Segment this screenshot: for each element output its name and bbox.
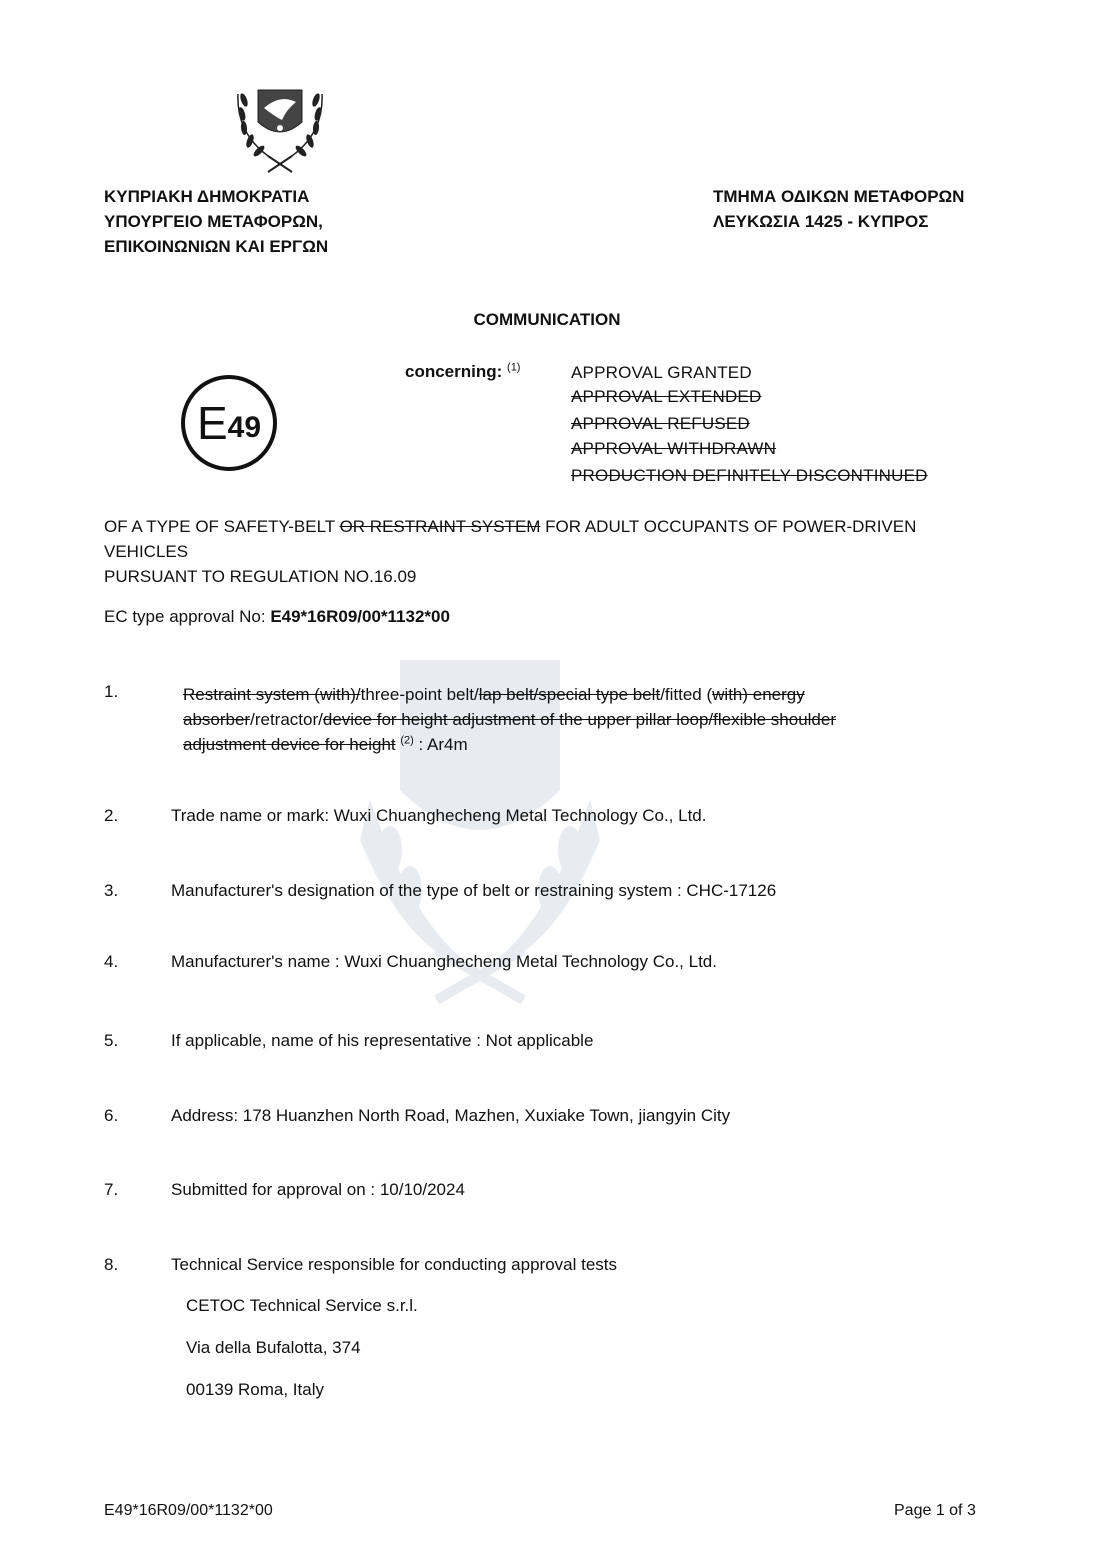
item-1-struck-2: lap belt/special type belt xyxy=(478,685,661,704)
item-5-number: 5. xyxy=(104,1031,119,1050)
e-mark-number: 49 xyxy=(227,411,262,444)
concerning-options xyxy=(571,360,928,489)
option-approval-extended: APPROVAL EXTENDED xyxy=(571,387,762,406)
item-1-struck-3: with) energy xyxy=(712,685,805,704)
concerning-label-text: concerning: xyxy=(405,362,503,381)
item-8-text: Technical Service responsible for conducting approval tests xyxy=(171,1255,618,1274)
header-left-line-2: ΥΠΟΥΡΓΕΙΟ ΜΕΤΑΦΟΡΩΝ, xyxy=(104,212,323,231)
option-approval-granted: APPROVAL GRANTED xyxy=(571,363,752,382)
item-1-line-3 xyxy=(183,732,943,757)
item-1-struck-6: adjustment device for height xyxy=(183,735,396,754)
coat-of-arms-emblem xyxy=(230,80,330,175)
item-1-value: : Ar4m xyxy=(413,735,468,754)
item-1-struck-4: absorber xyxy=(183,710,251,729)
header-left xyxy=(104,184,328,259)
item-1-line-1 xyxy=(183,682,943,707)
item-4-number: 4. xyxy=(104,952,119,971)
subject-line-2: PURSUANT TO REGULATION NO.16.09 xyxy=(104,567,417,586)
option-approval-withdrawn: APPROVAL WITHDRAWN xyxy=(571,439,777,458)
item-4-text: Manufacturer's name : Wuxi Chuanghecheng Metal Technology Co., Ltd. xyxy=(171,952,717,971)
item-2-number: 2. xyxy=(104,806,119,825)
technical-service-city: 00139 Roma, Italy xyxy=(186,1380,324,1399)
subject-struck: OR RESTRAINT SYSTEM xyxy=(339,517,541,536)
concerning-footnote: (1) xyxy=(507,361,521,374)
item-1-footnote: (2) xyxy=(400,734,414,747)
item-8-number: 8. xyxy=(104,1255,119,1274)
e-mark-letter: E xyxy=(196,397,228,449)
item-5-text: If applicable, name of his representative : Not applicable xyxy=(171,1031,594,1050)
item-7-number: 7. xyxy=(104,1180,119,1199)
approval-number: E49*16R09/00*1132*00 xyxy=(270,607,450,626)
document-title: COMMUNICATION xyxy=(473,310,621,329)
footer-page-number: Page 1 of 3 xyxy=(894,1502,976,1519)
item-6-text: Address: 178 Huanzhen North Road, Mazhen, Xuxiake Town, jiangyin City xyxy=(171,1106,731,1125)
item-1-struck-1: Restraint system (with)/ xyxy=(183,685,361,704)
item-1-text xyxy=(183,682,943,757)
item-1-struck-5: device for height adjustment of the upper pillar loop/flexible shoulder xyxy=(322,710,837,729)
option-approval-refused: APPROVAL REFUSED xyxy=(571,414,750,433)
approval-label: EC type approval No: xyxy=(104,607,271,626)
item-1-text-1: three-point belt/ xyxy=(360,685,479,704)
item-1-text-3: /retractor/ xyxy=(250,710,323,729)
item-3-text: Manufacturer's designation of the type of belt or restraining system : CHC-17126 xyxy=(171,881,777,900)
header-left-line-3: ΕΠΙΚΟΙΝΩΝΙΩΝ ΚΑΙ ΕΡΓΩΝ xyxy=(104,237,329,256)
footer-reference: E49*16R09/00*1132*00 xyxy=(104,1502,273,1519)
item-1-number: 1. xyxy=(104,682,119,701)
subject-part-2: FOR ADULT OCCUPANTS OF POWER-DRIVEN VEHICLES xyxy=(104,517,917,561)
technical-service-name: CETOC Technical Service s.r.l. xyxy=(186,1296,418,1315)
subject-line-1 xyxy=(104,514,1004,564)
item-1-text-2: /fitted ( xyxy=(660,685,713,704)
header-right-line-2: ΛΕΥΚΩΣΙΑ 1425 - ΚΥΠΡΟΣ xyxy=(713,212,929,231)
subject-text xyxy=(104,514,1004,589)
header-left-line-1: ΚΥΠΡΙΑΚΗ ΔΗΜΟΚΡΑΤΙΑ xyxy=(104,187,310,206)
item-7-text: Submitted for approval on : 10/10/2024 xyxy=(171,1180,465,1199)
item-3-number: 3. xyxy=(104,881,119,900)
approval-number-line xyxy=(104,607,450,627)
item-1-line-2 xyxy=(183,707,943,732)
e-mark-logo xyxy=(181,375,277,471)
header-right xyxy=(713,184,964,234)
header-right-line-1: ΤΜΗΜΑ ΟΔΙΚΩΝ ΜΕΤΑΦΟΡΩΝ xyxy=(713,187,965,206)
item-2-text: Trade name or mark: Wuxi Chuanghecheng Metal Technology Co., Ltd. xyxy=(171,806,707,825)
item-6-number: 6. xyxy=(104,1106,119,1125)
concerning-label xyxy=(405,362,520,382)
option-production-discontinued: PRODUCTION DEFINITELY DISCONTINUED xyxy=(571,466,928,485)
subject-part-1: OF A TYPE OF SAFETY-BELT xyxy=(104,517,340,536)
technical-service-street: Via della Bufalotta, 374 xyxy=(186,1338,361,1357)
